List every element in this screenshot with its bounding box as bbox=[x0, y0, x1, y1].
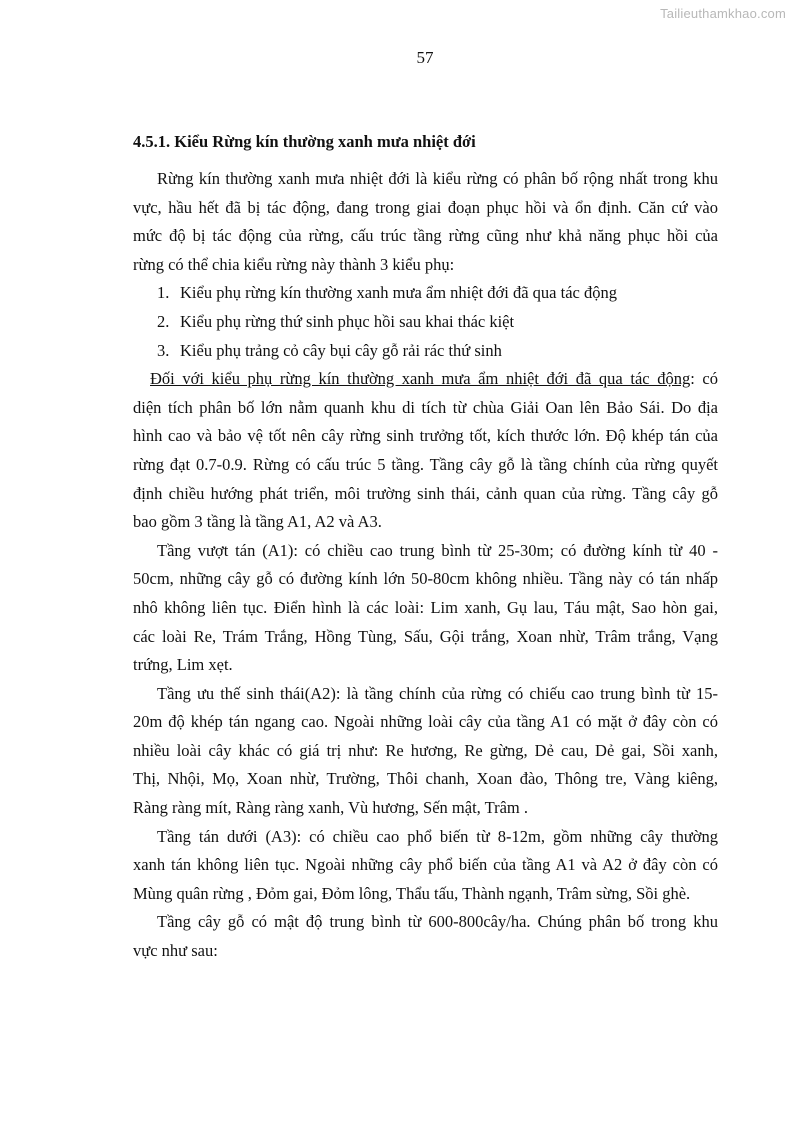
paragraph-line: Rừng kín thường xanh mưa nhiệt đới là kiểu rừng có phân bố rộng nhất trong khu bbox=[157, 169, 718, 188]
list-item bbox=[133, 337, 718, 366]
list-number: 1. bbox=[157, 283, 170, 303]
paragraph-line: mức độ bị tác động của rừng, cấu trúc tầng rừng cũng như khả năng phục hồi của bbox=[133, 226, 718, 246]
paragraph-text: : có bbox=[690, 369, 718, 389]
paragraph-line: bao gồm 3 tầng là tầng A1, A2 và A3. bbox=[133, 512, 382, 532]
paragraph-line: trứng, Lim xẹt. bbox=[133, 655, 233, 675]
paragraph-line bbox=[133, 365, 718, 394]
document-body bbox=[133, 165, 718, 966]
paragraph-line: Tầng vượt tán (A1): có chiều cao trung bình từ 25-30m; có đường kính từ 40 - bbox=[157, 540, 718, 560]
paragraph-line: nhiều loài cây khác có giá trị như: Re hương, Re gừng, Dẻ cau, Dẻ gai, Sồi xanh, bbox=[133, 740, 718, 760]
paragraph-line: Ràng ràng mít, Ràng ràng xanh, Vù hương, Sến mật, Trâm . bbox=[133, 798, 529, 818]
watermark: Tailieuthamkhao.com bbox=[660, 6, 786, 21]
page-number: 57 bbox=[416, 48, 434, 67]
paragraph-line: các loài Re, Trám Trắng, Hồng Tùng, Sấu, Gội trắng, Xoan nhừ, Trâm trắng, Vạng bbox=[133, 626, 718, 646]
paragraph-line: Tầng tán dưới (A3): có chiều cao phổ biến từ 8-12m, gồm những cây thường bbox=[157, 826, 718, 846]
list-text: Kiểu phụ trảng cỏ cây bụi cây gỗ rải rác thứ sinh bbox=[180, 340, 502, 360]
paragraph-line: nhô không liên tục. Điển hình là các loài: Lim xanh, Gụ lau, Táu mật, Sao hòn gai, bbox=[133, 597, 718, 617]
paragraph-line: rừng đạt 0.7-0.9. Rừng có cấu trúc 5 tầng. Tầng cây gỗ là tầng chính của rừng quyết bbox=[133, 454, 718, 474]
section-heading: 4.5.1. Kiểu Rừng kín thường xanh mưa nhiệt đới bbox=[133, 132, 476, 151]
paragraph-line: xanh tán không liên tục. Ngoài những cây phổ biến của tầng A1 và A2 ở đây còn có bbox=[133, 855, 718, 875]
paragraph-line: vực như sau: bbox=[133, 941, 218, 961]
list-text: Kiểu phụ rừng kín thường xanh mưa ẩm nhiệt đới đã qua tác động bbox=[180, 283, 617, 303]
list-number: 3. bbox=[157, 340, 170, 360]
list-number: 2. bbox=[157, 311, 170, 331]
paragraph-line: rừng có thể chia kiểu rừng này thành 3 kiểu phụ: bbox=[133, 254, 455, 274]
paragraph-line: Tầng cây gỗ có mật độ trung bình từ 600-800cây/ha. Chúng phân bố trong khu bbox=[157, 912, 718, 932]
paragraph-line: Mùng quân rừng , Đỏm gai, Đỏm lông, Thẩu tấu, Thành ngạnh, Trâm sừng, Sồi ghè. bbox=[133, 883, 691, 903]
paragraph-line: hình cao và bảo vệ tốt nên cây rừng sinh trưởng tốt, kích thước lớn. Độ khép tán của bbox=[133, 426, 718, 446]
paragraph-line: 20m độ khép tán ngang cao. Ngoài những loài cây của tầng A1 có mặt ở đây còn có bbox=[133, 712, 718, 732]
paragraph-line: 50cm, những cây gỗ có đường kính lớn 50-80cm không nhiều. Tầng này có tán nhấp bbox=[133, 569, 718, 589]
list-text: Kiểu phụ rừng thứ sinh phục hồi sau khai thác kiệt bbox=[180, 311, 515, 331]
underlined-subtype-title: Đối với kiểu phụ rừng kín thường xanh mưa ẩm nhiệt đới đã qua tác động bbox=[150, 369, 691, 389]
paragraph-line: định chiều hướng phát triển, môi trường sinh thái, cảnh quan của rừng. Tầng cây gỗ bbox=[133, 483, 718, 503]
paragraph-line: Tầng ưu thế sinh thái(A2): là tầng chính của rừng có chiếu cao trung bình từ 15- bbox=[157, 683, 718, 703]
list-item bbox=[133, 279, 718, 308]
paragraph-line: vực, hầu hết đã bị tác động, đang trong giai đoạn phục hồi và ổn định. Căn cứ vào bbox=[133, 197, 718, 217]
list-item bbox=[133, 308, 718, 337]
paragraph-line: Thị, Nhội, Mọ, Xoan nhừ, Trường, Thôi chanh, Xoan đào, Thông tre, Vàng kiêng, bbox=[133, 769, 718, 789]
paragraph-line: diện tích phân bố lớn nằm quanh khu di tích từ chùa Giải Oan lên Bảo Sái. Do địa bbox=[133, 397, 718, 417]
